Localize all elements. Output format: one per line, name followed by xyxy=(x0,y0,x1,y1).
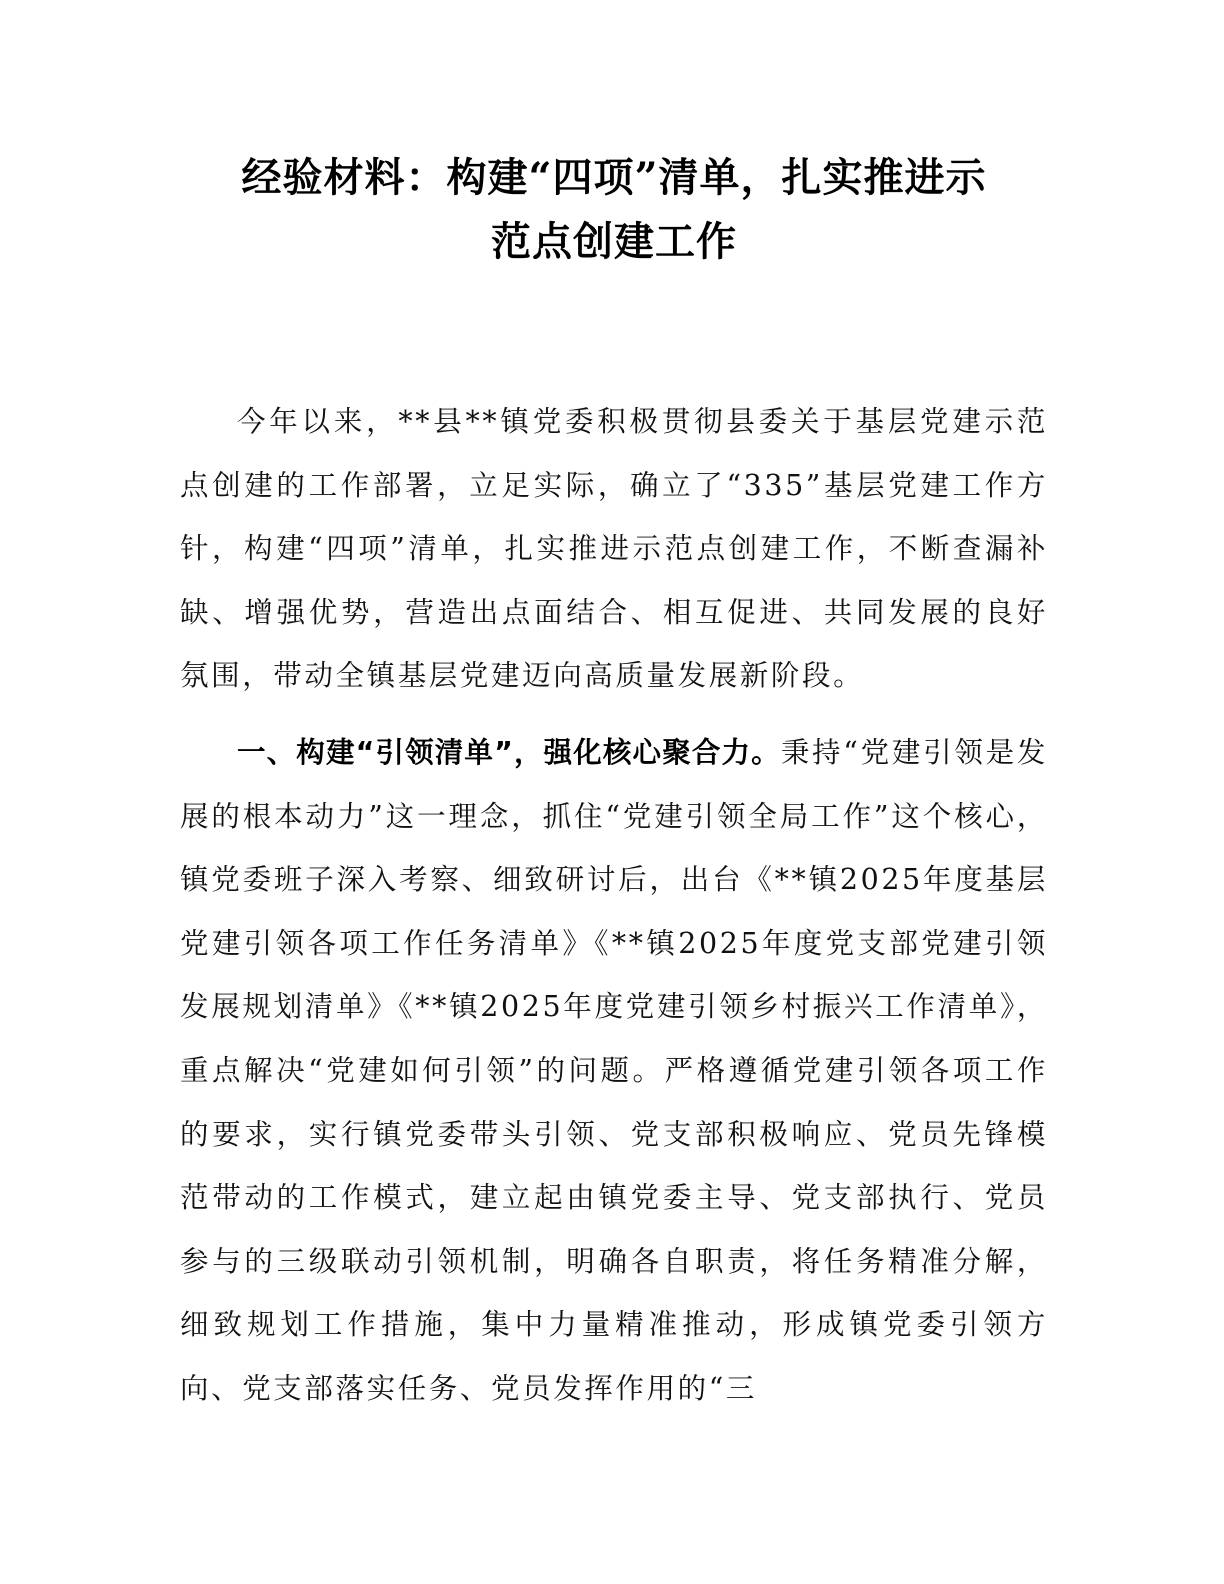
intro-paragraph xyxy=(180,390,1048,708)
document-body xyxy=(180,390,1048,1421)
section-1-paragraph xyxy=(180,721,1048,1421)
intro-paragraph-text: 今年以来，**县**镇党委积极贯彻县委关于基层党建示范点创建的工作部署，立足实际，确立了“335”基层党建工作方针，构建“四项”清单，扎实推进示范点创建工作，不断查漏补缺、增强优势，营造出点面结合、相互促进、共同发展的良好氛围，带动全镇基层党建迈向高质量发展新阶段。 xyxy=(180,405,1048,693)
document-title xyxy=(180,0,1048,274)
title-line-2: 范点创建工作 xyxy=(491,218,737,265)
title-line-1: 经验材料：构建“四项”清单，扎实推进示 xyxy=(241,154,987,201)
section-1-text: 秉持“党建引领是发展的根本动力”这一理念，抓住“党建引领全局工作”这个核心，镇党委班子深入考察、细致研讨后，出台《**镇2025年度基层党建引领各项工作任务清单》《**镇2025年度党支部党建引领发展规划清单》《**镇2025年度党建引领乡村振兴工作清单》，重点解决“党建如何引领”的问题。严格遵循党建引领各项工作的要求，实行镇党委带头引领、党支部积极响应、党员先锋模范带动的工作模式，建立起由镇党委主导、党支部执行、党员参与的三级联动引领机制，明确各自职责，将任务精准分解，细致规划工作措施，集中力量精准推动，形成镇党委引领方向、党支部落实任务、党员发挥作用的“三 xyxy=(180,735,1048,1405)
section-1-heading: 一、构建“引领清单”，强化核心聚合力。 xyxy=(237,735,781,769)
